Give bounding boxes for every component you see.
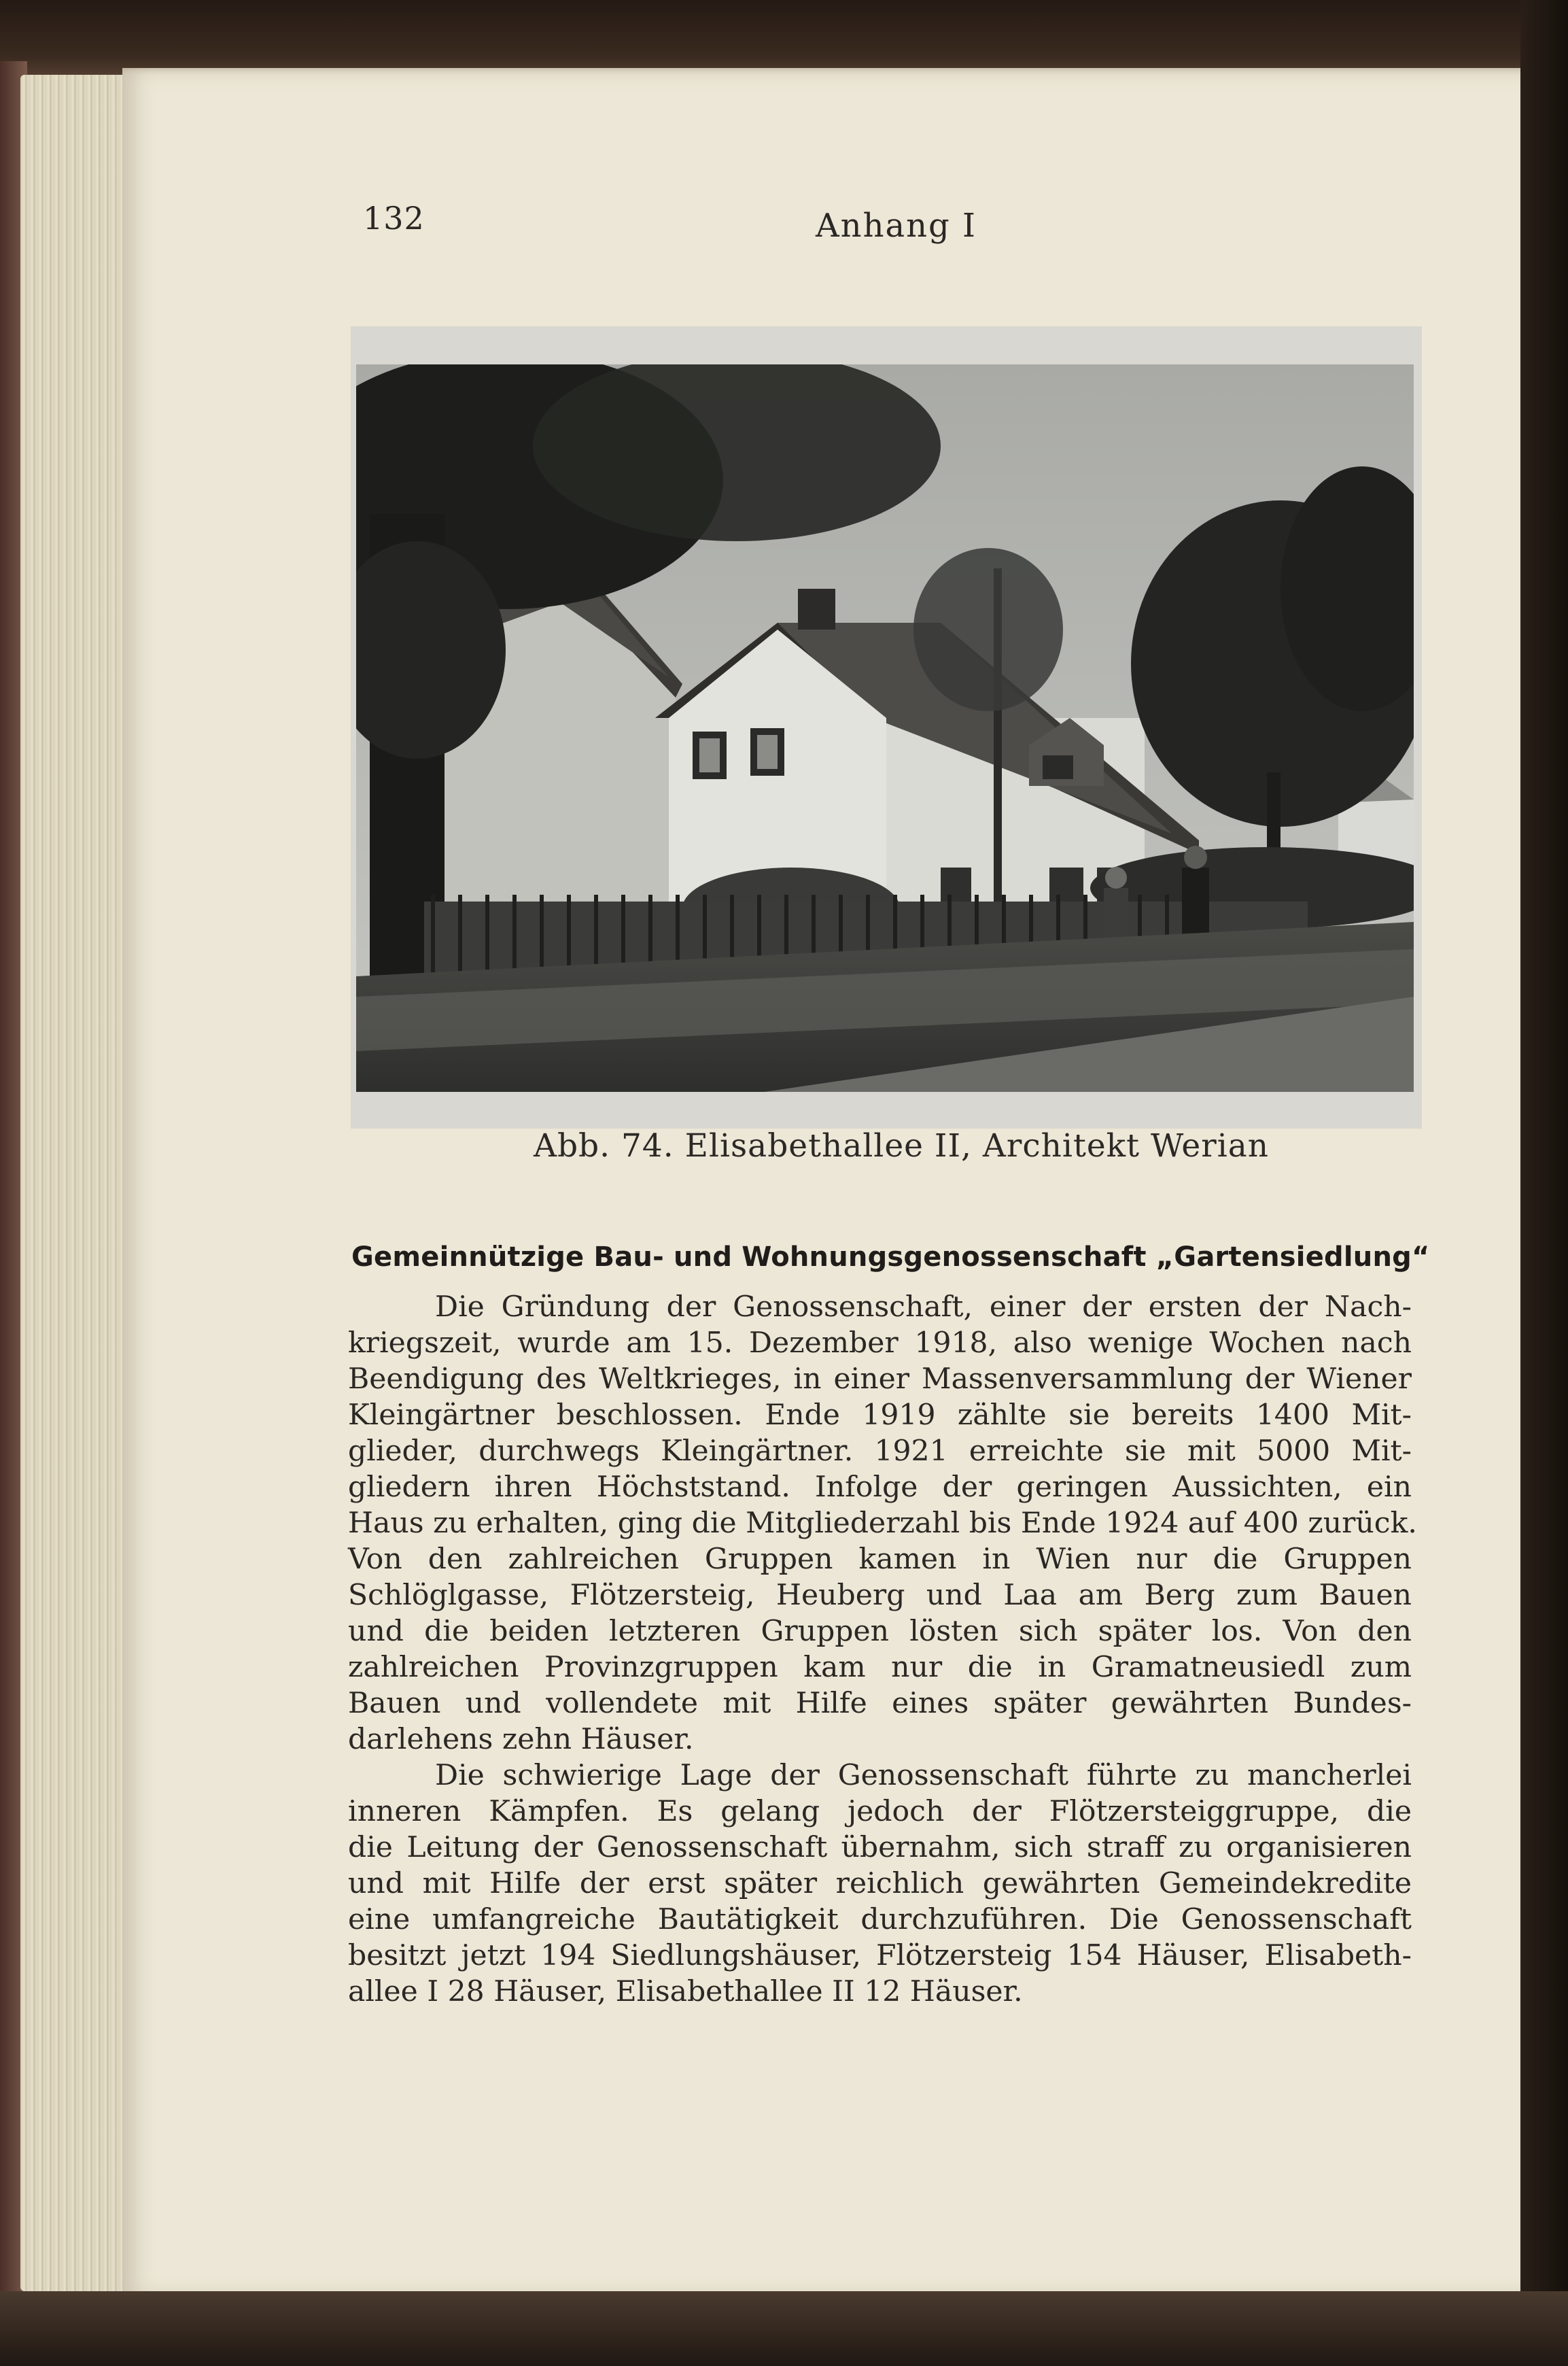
running-head: Anhang I [816,207,977,245]
text-line: Von den zahlreichen Gruppen kamen in Wien nur die Gruppen [348,1543,1412,1576]
text-line: glieder, durchwegs Kleingärtner. 1921 erreichte sie mit 5000 Mit- [348,1435,1412,1468]
text-line: Kleingärtner beschlossen. Ende 1919 zählte sie bereits 1400 Mit- [348,1399,1412,1432]
figure-photo [356,364,1414,1092]
text-line: und mit Hilfe der erst später reichlich gewährten Gemeindekredite [348,1867,1412,1900]
book-cover-bottom [0,2291,1568,2366]
page-number: 132 [363,200,425,237]
text-line: darlehens zehn Häuser. [348,1723,694,1756]
text-line: gliedern ihren Höchststand. Infolge der geringen Aussichten, ein [348,1471,1412,1504]
text-line: allee I 28 Häuser, Elisabethallee II 12 Häuser. [348,1975,1023,2008]
text-line: besitzt jetzt 194 Siedlungshäuser, Flötzersteig 154 Häuser, Elisabeth- [348,1939,1412,1972]
text-line: Haus zu erhalten, ging die Mitgliederzahl bis Ende 1924 auf 400 zurück. [348,1507,1417,1540]
figure-caption: Abb. 74. Elisabethallee II, Architekt Werian [534,1127,1270,1165]
body-text [348,1289,1417,2010]
text-line: die Leitung der Genossenschaft übernahm, sich straff zu organisieren [348,1831,1412,1864]
section-heading: Gemeinnützige Bau- und Wohnungsgenossenschaft „Gartensiedlung“ [351,1241,1430,1273]
text-line: kriegszeit, wurde am 15. Dezember 1918, also wenige Wochen nach [348,1326,1412,1360]
page-edges [20,75,136,2291]
text-line: Die Gründung der Genossenschaft, einer der ersten der Nach- [435,1290,1412,1324]
text-line: Beendigung des Weltkrieges, in einer Massenversammlung der Wiener [348,1362,1412,1396]
text-line: Die schwierige Lage der Genossenschaft führte zu mancherlei [435,1759,1412,1792]
paragraph-1 [348,1289,1417,1758]
text-line: Schlöglgasse, Flötzersteig, Heuberg und Laa am Berg zum Bauen [348,1579,1412,1612]
house-photo-illustration [356,364,1414,1092]
paragraph-2 [348,1758,1412,2010]
text-line: Bauen und vollendete mit Hilfe eines später gewährten Bundes- [348,1687,1412,1720]
book-cover-right [1520,0,1568,2366]
text-line: inneren Kämpfen. Es gelang jedoch der Flötzersteiggruppe, die [348,1795,1412,1828]
text-line: zahlreichen Provinzgruppen kam nur die in Gramatneusiedl zum [348,1651,1412,1684]
text-line: eine umfangreiche Bautätigkeit durchzuführen. Die Genossenschaft [348,1903,1412,1936]
text-line: und die beiden letzteren Gruppen lösten sich später los. Von den [348,1615,1412,1648]
